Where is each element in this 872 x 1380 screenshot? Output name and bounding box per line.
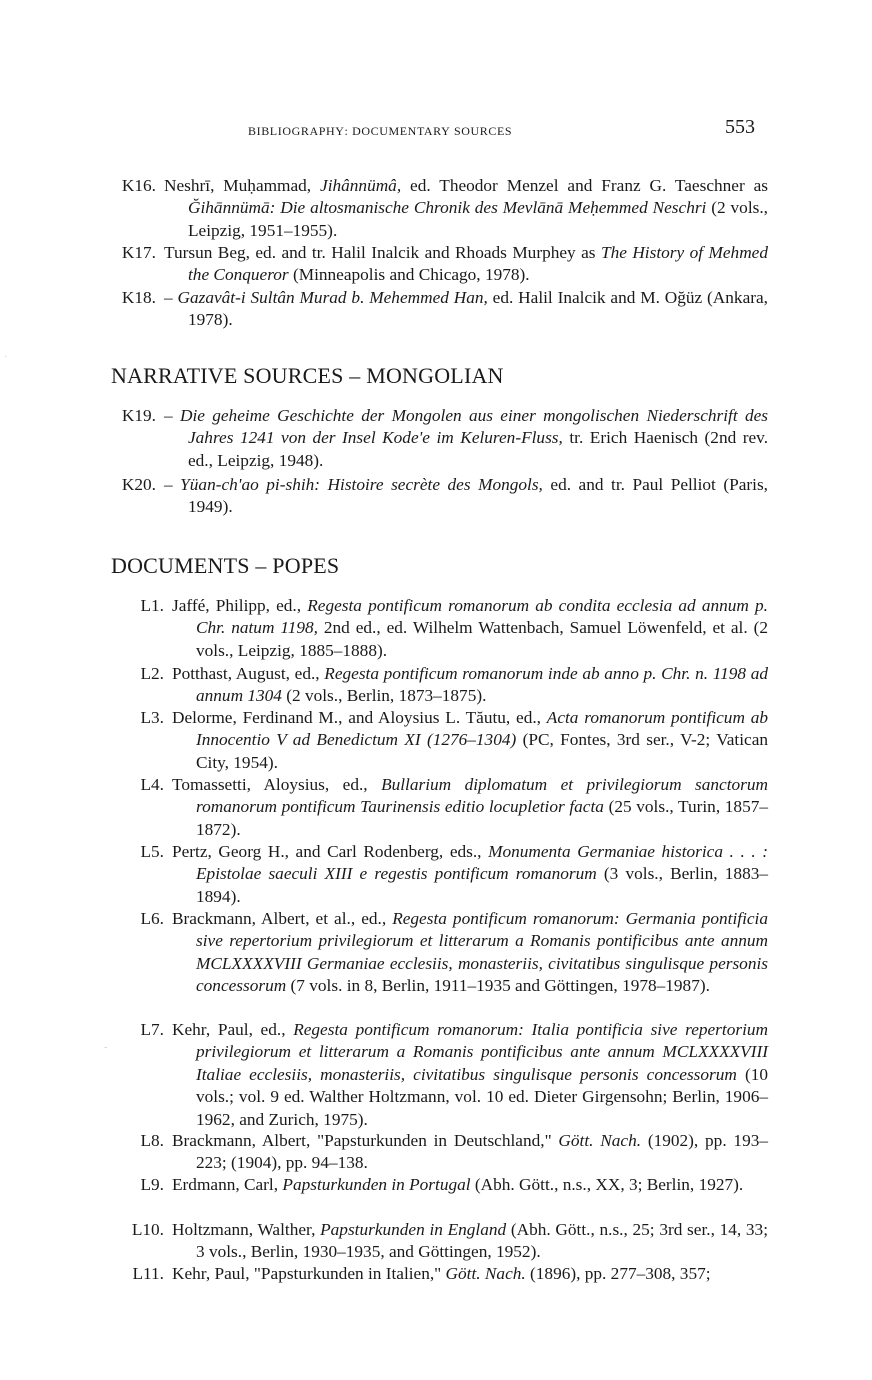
entry-citation: – [164,475,181,494]
entry-text [172,908,768,998]
entry-text [172,1263,768,1285]
entry-citation: (25 vols., Turin, 1857–1872). [196,797,768,839]
entry-text [172,1130,768,1175]
entry-number: L1. [140,596,164,615]
running-head: bibliography: documentary sources [248,120,513,139]
entry-citation: (1896), pp. 277–308, 357; [525,1264,711,1283]
entry-citation: Erdmann, Carl, [172,1175,283,1194]
entry-number: L6. [140,909,164,928]
entry-number: K20. [121,475,156,494]
entry-citation: ed. and tr. Paul Pelliot (Paris, 1949). [188,475,769,517]
entry-citation: Kehr, Paul, ed., [172,1020,294,1039]
entry-number: L11. [132,1264,164,1283]
entry-citation: (1902), pp. 193–223; (1904), pp. 94–138. [196,1131,768,1173]
entry-title: Regesta pontificum romanorum: Germania pontificia sive repertorium privilegiorum et litterarum a Romanis pontificibus ante annum MCLXXXXVIII Germaniae ecclesiis, monasteriis, civitatibus singulisque personis concessorum [196,909,768,996]
entry-text [172,1219,768,1264]
entry-number: K19. [121,406,156,425]
entry-title: Regesta pontificum romanorum inde ab anno p. Chr. n. 1198 ad annum 1304 [196,664,768,706]
entry-number: K18. [121,288,156,307]
entry-citation: Kehr, Paul, "Papsturkunden in Italien," [172,1264,446,1283]
entry-title: Jihânnümâ, [320,176,402,195]
entry-number: L3. [140,708,164,727]
entry-citation: – [164,288,178,307]
entry-citation: Jaffé, Philipp, ed., [172,596,308,615]
entry-citation: (Abh. Gött., n.s., XX, 3; Berlin, 1927). [470,1175,744,1194]
entry-citation: Pertz, Georg H., and Carl Rodenberg, eds., [172,842,489,861]
entry-citation: Potthast, August, ed., [172,664,325,683]
entry-text [164,405,768,472]
entry-citation: 2nd ed., ed. Wilhelm Wattenbach, Samuel Löwenfeld, et al. (2 vols., Leipzig, 1885–1888). [196,618,768,660]
entry-title: Regesta pontificum romanorum ab condita ecclesia ad annum p. Chr. natum 1198, [196,596,768,638]
entry-title: Regesta pontificum romanorum: Italia pontificia sive repertorium privilegiorum et litterarum a Romanis pontificibus ante annum MCLXXXXVIII Italiae ecclesiis, monasteriis, civitatibus singulisque personis concessorum [196,1020,768,1084]
entry-text [172,707,768,774]
section-heading: DOCUMENTS – POPES [111,553,340,578]
margin-speck: - [104,1042,108,1053]
entry-title: Papsturkunden in England [320,1220,507,1239]
entry-text [172,841,768,908]
entry-citation: ed. Halil Inalcik and M. Oğüz (Ankara, 1978). [188,288,768,330]
entry-number: L8. [140,1131,164,1150]
entry-title: Gött. Nach. [445,1264,526,1283]
entry-number: L2. [140,664,164,683]
margin-speck: · [4,352,8,363]
entry-title: Bullarium diplomatum et privilegiorum sanctorum romanorum pontificum Taurinensis editio locupletior facta [196,775,768,817]
entry-text [172,774,768,841]
entry-number: K17. [121,243,156,262]
entry-number: L5. [140,842,164,861]
entry-citation: Brackmann, Albert, "Papsturkunden in Deutschland," [172,1131,559,1150]
entry-number: L4. [140,775,164,794]
entry-title: Ğihānnümā: Die altosmanische Chronik des Mevlānā Meḥemmed Neschri [188,198,707,218]
entry-text [164,474,768,519]
entry-citation: (PC, Fontes, 3rd ser., V-2; Vatican City, 1954). [196,730,769,772]
entry-citation: (10 vols.; vol. 9 ed. Walther Holtzmann, vol. 10 ed. Dieter Girgensohn; Berlin, 1906–1962, and Zurich, 1975). [196,1064,768,1129]
entry-title: The History of Mehmed the Conqueror [188,243,768,285]
entry-citation: (3 vols., Berlin, 1883–1894). [196,864,768,906]
entry-title: Monumenta Germaniae historica . . . : Epistolae saeculi XIII e regestis pontificum romanorum [196,842,768,884]
entry-citation: Delorme, Ferdinand M., and Aloysius L. Tăutu, ed., [172,708,547,727]
entry-citation: tr. Erich Haenisch (2nd rev. ed., Leipzig, 1948). [188,428,769,470]
entry-text [172,1019,768,1131]
entry-citation: (Abh. Gött., n.s., 25; 3rd ser., 14, 33; 3 vols., Berlin, 1930–1935, and Göttingen, 1952). [196,1220,768,1262]
entry-text [164,242,768,287]
entry-text [172,1174,768,1196]
entry-citation: (2 vols., Leipzig, 1951–1955). [188,198,768,240]
entry-text [172,595,768,662]
entry-number: L7. [140,1020,164,1039]
entry-citation: Tursun Beg, ed. and tr. Halil Inalcik and Rhoads Murphey as [164,243,601,262]
entry-title: Die geheime Geschichte der Mongolen aus einer mongolischen Niederschrift des Jahres 1241 von der Insel Kode'e im Keluren-Fluss, [179,406,768,448]
entry-text [164,175,768,242]
entry-citation: Brackmann, Albert, et al., ed., [172,909,393,928]
entry-citation: Neshrī, Muḥammad, [164,176,321,195]
entry-title: Gött. Nach. [558,1131,642,1150]
entry-title: Yüan-ch'ao pi-shih: Histoire secrète des Mongols, [180,475,543,494]
entry-title: Gazavât-i Sultân Murad b. Mehemmed Han, [177,288,488,307]
entry-citation: ed. Theodor Menzel and Franz G. Taeschner as [401,176,768,195]
entry-number: K16. [121,176,156,195]
entry-text [172,663,768,708]
entry-citation: (Minneapolis and Chicago, 1978). [288,265,530,285]
entry-citation: Tomassetti, Aloysius, ed., [172,775,382,794]
page-number: 553 [725,116,755,138]
entry-citation: Holtzmann, Walther, [172,1220,321,1239]
entry-citation: (2 vols., Berlin, 1873–1875). [281,686,487,706]
entry-citation: – [164,406,180,425]
section-heading: NARRATIVE SOURCES – MONGOLIAN [111,363,504,388]
entry-number: L9. [140,1175,164,1194]
entry-text [164,287,768,332]
entry-title: Acta romanorum pontificum ab Innocentio V ad Benedictum XI (1276–1304) [196,708,768,750]
entry-title: Papsturkunden in Portugal [282,1175,471,1194]
entry-number: L10. [131,1220,164,1239]
entry-citation: (7 vols. in 8, Berlin, 1911–1935 and Göttingen, 1978–1987). [286,976,710,996]
